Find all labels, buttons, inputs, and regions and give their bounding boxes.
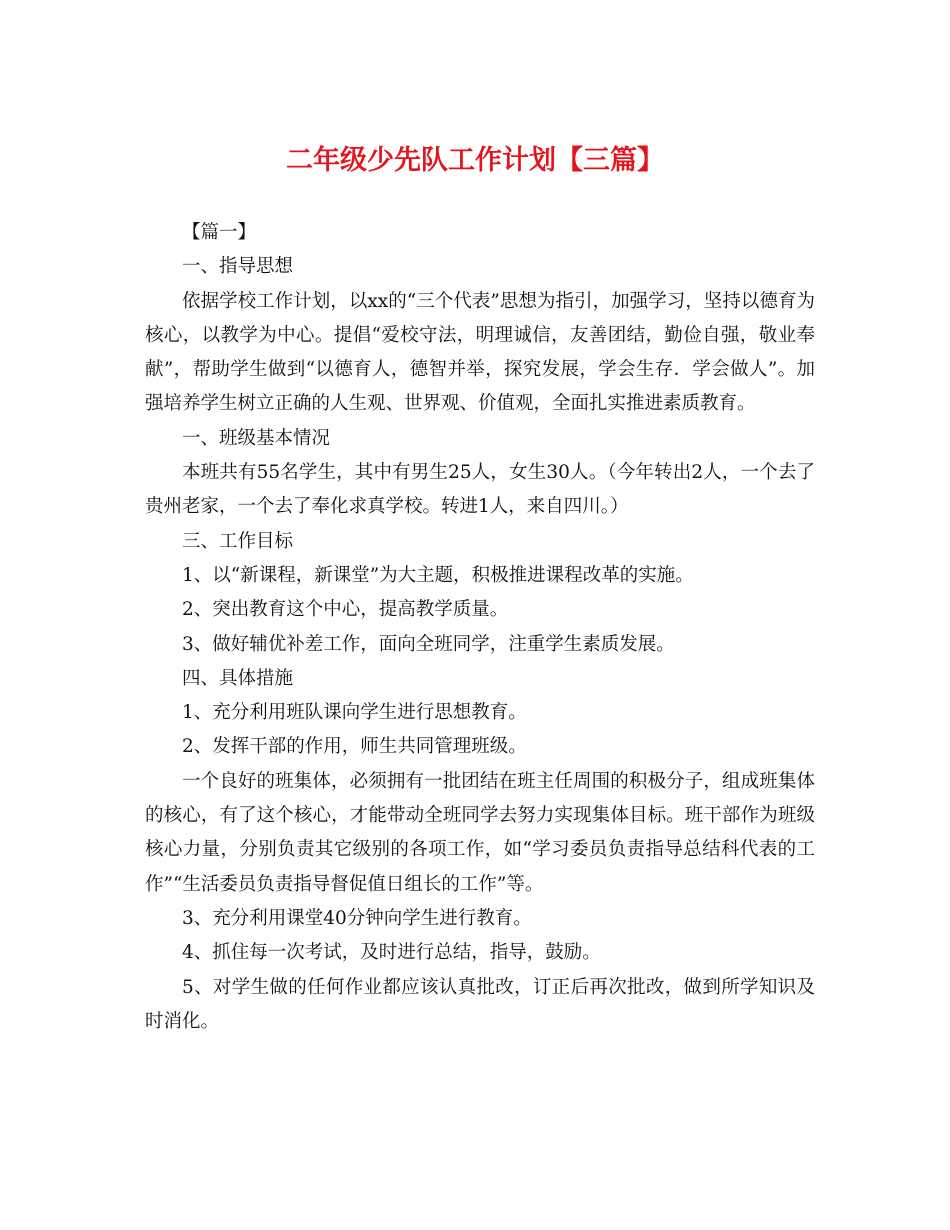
measure-item-4: 4、抓住每一次考试，及时进行总结，指导，鼓励。 <box>182 942 601 964</box>
measure-item-2: 2、发挥干部的作用，师生共同管理班级。 <box>182 736 527 758</box>
goal-item-3: 3、做好辅优补差工作，面向全班同学，注重学生素质发展。 <box>182 633 675 655</box>
section-heading-class-situation: 一、班级基本情况 <box>182 427 331 449</box>
section-heading-part-one: 【篇一】 <box>182 222 257 243</box>
document-title: 二年级少先队工作计划【三篇】 <box>286 145 664 176</box>
measure-item-1: 1、充分利用班队课向学生进行思想教育。 <box>182 702 527 724</box>
measure-item-5: 5、对学生做的任何作业都应该认真批改，订正后再次批改，做到所学知识及时消化。 <box>145 976 815 1032</box>
section-heading-measures: 四、具体措施 <box>182 667 294 689</box>
paragraph-guiding-ideology: 依据学校工作计划，以xx的“三个代表”思想为指引，加强学习，坚持以德育为核心，以教学为中心。提倡“爱校守法，明理诚信，友善团结，勤俭自强，敬业奉献”，帮助学生做到“以德育人，德智并举，探究发展，学会生存．学会做人”。加强培养学生树立正确的人生观、世界观、价值观，全面扎实推进素质教育。 <box>145 290 815 415</box>
section-heading-guiding-ideology: 一、指导思想 <box>182 256 294 278</box>
goal-item-1: 1、以“新课程，新课堂”为大主题，积极推进课程改革的实施。 <box>182 564 694 586</box>
measure-item-3: 3、充分利用课堂40分钟向学生进行教育。 <box>182 907 532 929</box>
section-heading-work-goals: 三、工作目标 <box>182 530 294 552</box>
document-body <box>145 216 815 1039</box>
paragraph-class-situation: 本班共有55名学生，其中有男生25人，女生30人。（今年转出2人，一个去了贵州老家，一个去了奉化求真学校。转进1人，来自四川。） <box>145 462 815 518</box>
paragraph-class-collective: 一个良好的班集体，必须拥有一批团结在班主任周围的积极分子，组成班集体的核心，有了这个核心，才能带动全班同学去努力实现集体目标。班干部作为班级核心力量，分别负责其它级别的各项工作，如“学习委员负责指导总结科代表的工作”“生活委员负责指导督促值日组长的工作”等。 <box>145 770 815 895</box>
goal-item-2: 2、突出教育这个中心，提高教学质量。 <box>182 599 509 621</box>
